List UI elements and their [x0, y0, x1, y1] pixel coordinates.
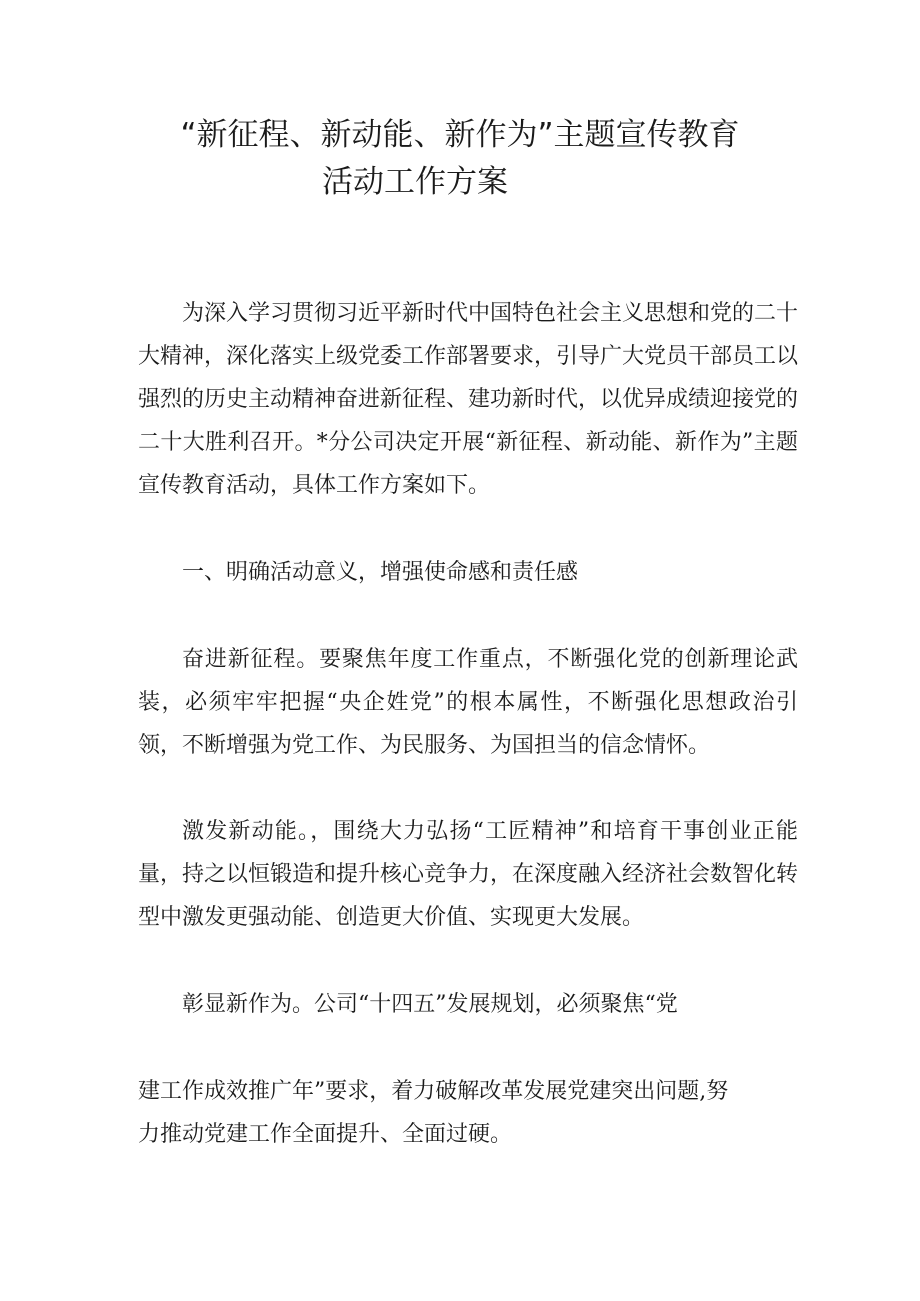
paragraph-striving: 奋进新征程。要聚焦年度工作重点，不断强化党的创新理论武装，必须牢牢把握“央企姓党”的根本属性，不断强化思想政治引领，不断增强为党工作、为民服务、为国担当的信念情怀。 [138, 647, 798, 758]
paragraph-action-line-2: 建工作成效推广年”要求，着力破解改革发展党建突出问题,努 [138, 1079, 729, 1104]
paragraph-action-line-3: 力推动党建工作全面提升、全面过硬。 [138, 1122, 513, 1147]
paragraph-action-line-1: 彰显新作为。公司“十四五”发展规划，必须聚焦“党 [182, 992, 678, 1017]
section-heading-1: 一、明确活动意义，增强使命感和责任感 [182, 560, 579, 585]
document-title-line-1: “新征程、新动能、新作为”主题宣传教育 [180, 117, 740, 153]
document-title-line-2: 活动工作方案 [322, 164, 508, 200]
intro-paragraph: 为深入学习贯彻习近平新时代中国特色社会主义思想和党的二十大精神，深化落实上级党委工作部署要求，引导广大党员干部员工以强烈的历史主动精神奋进新征程、建功新时代，以优异成绩迎接党的二十大胜利召开。*分公司决定开展“新征程、新动能、新作为”主题宣传教育活动，具体工作方案如下。 [138, 301, 799, 498]
paragraph-energy: 激发新动能。，围绕大力弘扬“工匠精神”和培育干事创业正能量，持之以恒锻造和提升核心竞争力，在深度融入经济社会数智化转型中激发更强动能、创造更大价值、实现更大发展。 [138, 819, 799, 930]
